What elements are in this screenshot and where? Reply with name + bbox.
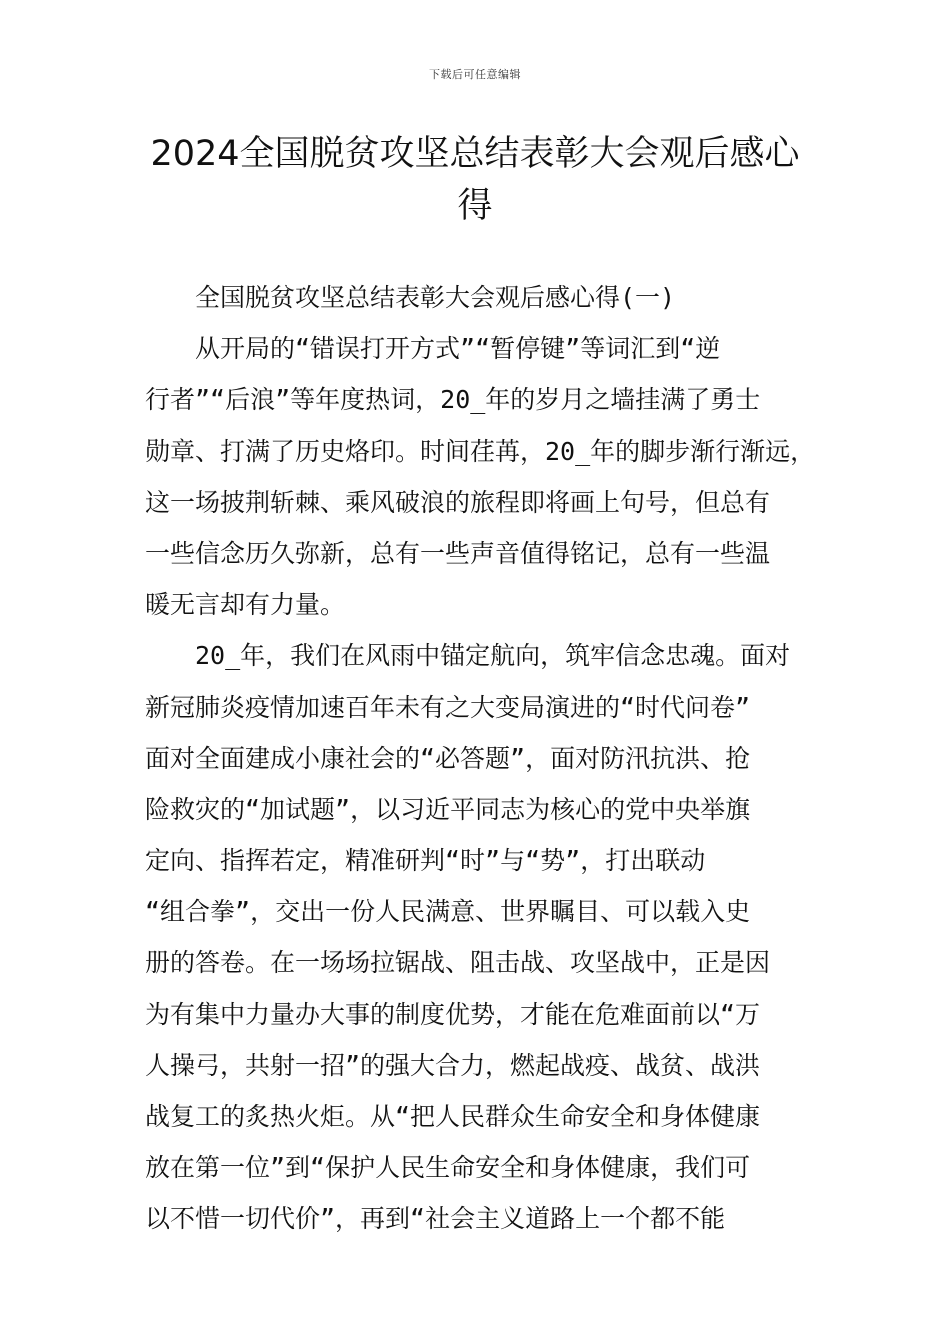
page-title [140,128,810,232]
body-line: “组合拳”，交出一份人民满意、世界瞩目、可以载入史 [145,897,751,927]
body-line: 新冠肺炎疫情加速百年未有之大变局演进的“时代问卷” [145,692,751,722]
body-line: 以不惜一切代价”，再到“社会主义道路上一个都不能 [145,1204,726,1234]
body-line: 战复工的炙热火炬。从“把人民群众生命安全和身体健康 [145,1102,761,1131]
header-note: 下载后可任意编辑 [429,68,521,81]
body-text [145,272,816,1245]
body-line: 放在第一位”到“保护人民生命安全和身体健康，我们可 [145,1153,751,1183]
body-line: 为有集中力量办大事的制度优势，才能在危难面前以“万 [145,999,761,1029]
body-line: 勋章、打满了历史烙印。时间荏苒，20_年的脚步渐行渐远， [145,436,816,466]
body-line: 行者”“后浪”等年度热词，20_年的岁月之墙挂满了勇士 [145,385,761,415]
body-line: 从开局的“错误打开方式”“暂停键”等词汇到“逆 [145,334,721,364]
title-line: 得 [457,186,493,226]
body-line: 险救灾的“加试题”，以习近平同志为核心的党中央举旗 [145,794,751,824]
body-line: 人操弓，共射一招”的强大合力，燃起战疫、战贫、战洪 [145,1050,761,1080]
body-line: 暖无言却有力量。 [145,590,346,620]
body-line: 这一场披荆斩棘、乘风破浪的旅程即将画上句号，但总有 [145,487,771,517]
body-line: 定向、指挥若定，精准研判“时”与“势”，打出联动 [145,846,706,876]
title-line: 2024全国脱贫攻坚总结表彰大会观后感心 [150,134,800,174]
body-line: 一些信念历久弥新，总有一些声音值得铭记，总有一些温 [145,538,771,568]
body-line: 20_年，我们在风雨中锚定航向，筑牢信念忠魂。面对 [145,641,791,671]
body-line: 册的答卷。在一场场拉锯战、阻击战、攻坚战中，正是因 [145,948,771,978]
body-line: 面对全面建成小康社会的“必答题”，面对防汛抗洪、抢 [145,743,751,773]
body-line: 全国脱贫攻坚总结表彰大会观后感心得(一) [145,283,676,312]
